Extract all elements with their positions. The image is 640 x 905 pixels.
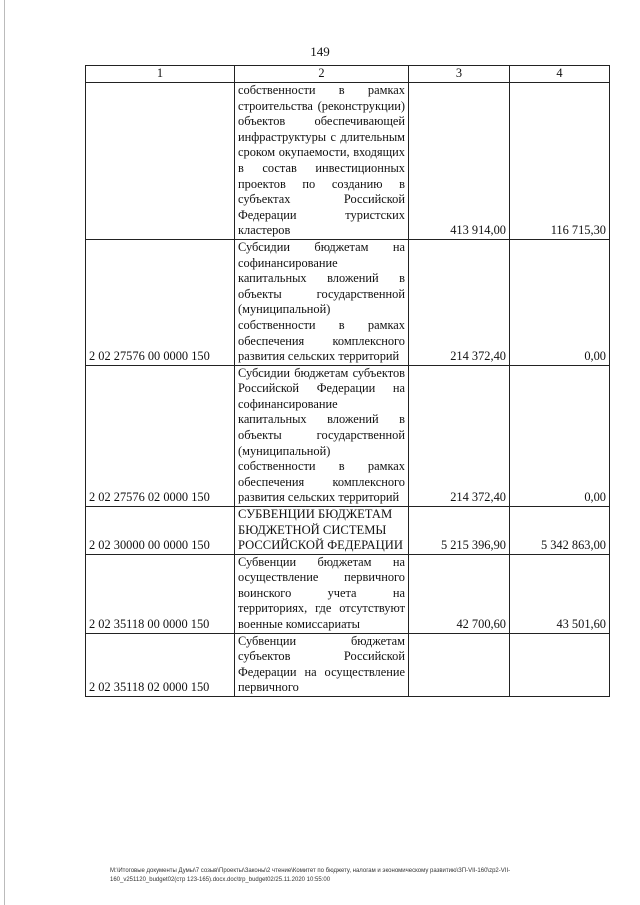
budget-code: 2 02 27576 02 0000 150 [86,365,235,506]
table-row [86,239,610,365]
column-header-4: 4 [510,66,610,83]
amount-col4: 0,00 [510,239,610,365]
budget-code: 2 02 35118 02 0000 150 [86,633,235,696]
amount-col3: 42 700,60 [409,554,510,633]
amount-col3: 5 215 396,90 [409,507,510,555]
page-number: 149 [310,44,330,59]
budget-code: 2 02 27576 00 0000 150 [86,239,235,365]
table-row [86,83,610,240]
column-header-1: 1 [86,66,235,83]
header-row [86,66,610,83]
revenue-name: Субсидии бюджетам субъектов Российской Федерации на софинансирование капитальных вложений в объекты государственной (муниципальной) собственности в рамках обеспечения комплексного развития сельских территорий [235,365,409,506]
table-row [86,554,610,633]
amount-col3: 214 372,40 [409,365,510,506]
column-header-3: 3 [409,66,510,83]
column-header-2: 2 [235,66,409,83]
revenue-name: собственности в рамках строительства (реконструкции) объектов обеспечивающей инфраструктуры с длительным сроком окупаемости, входящих в состав инвестиционных проектов по созданию в субъектах Российской Федерации туристских кластеров [235,83,409,240]
amount-col3: 214 372,40 [409,239,510,365]
amount-col4 [510,633,610,696]
amount-col4: 5 342 863,00 [510,507,610,555]
table-row [86,365,610,506]
budget-code: 2 02 35118 00 0000 150 [86,554,235,633]
revenue-name: Субвенции бюджетам на осуществление первичного воинского учета на территориях, где отсутствуют военные комиссариаты [235,554,409,633]
table-row [86,507,610,555]
amount-col4: 116 715,30 [510,83,610,240]
revenue-name: Субвенции бюджетам субъектов Российской Федерации на осуществление первичного [235,633,409,696]
footer-path-line-1: M:\Итоговые документы Думы\7 созыв\Проекты\Законы\2 чтение\Комитет по бюджету, налогам и экономическому развитию\ЗП-VII-160\zp2-VII- [110,868,511,874]
budget-table [85,65,610,697]
revenue-name: Субсидии бюджетам на софинансирование капитальных вложений в объекты государственной (муниципальной) собственности в рамках обеспечения комплексного развития сельских территорий [235,239,409,365]
revenue-name: СУБВЕНЦИИ БЮДЖЕТАМ БЮДЖЕТНОЙ СИСТЕМЫ РОССИЙСКОЙ ФЕДЕРАЦИИ [235,507,409,555]
footer-path-line-2: 160_v251120_budget02(стр 123-165).docx.doc\trp_budget02/25.11.2020 10:55:00 [110,877,331,883]
page-edge-line [4,0,5,905]
amount-col3 [409,633,510,696]
amount-col3: 413 914,00 [409,83,510,240]
amount-col4: 0,00 [510,365,610,506]
table-row [86,633,610,696]
document-path-footer [110,867,630,885]
budget-code [86,83,235,240]
budget-code: 2 02 30000 00 0000 150 [86,507,235,555]
amount-col4: 43 501,60 [510,554,610,633]
